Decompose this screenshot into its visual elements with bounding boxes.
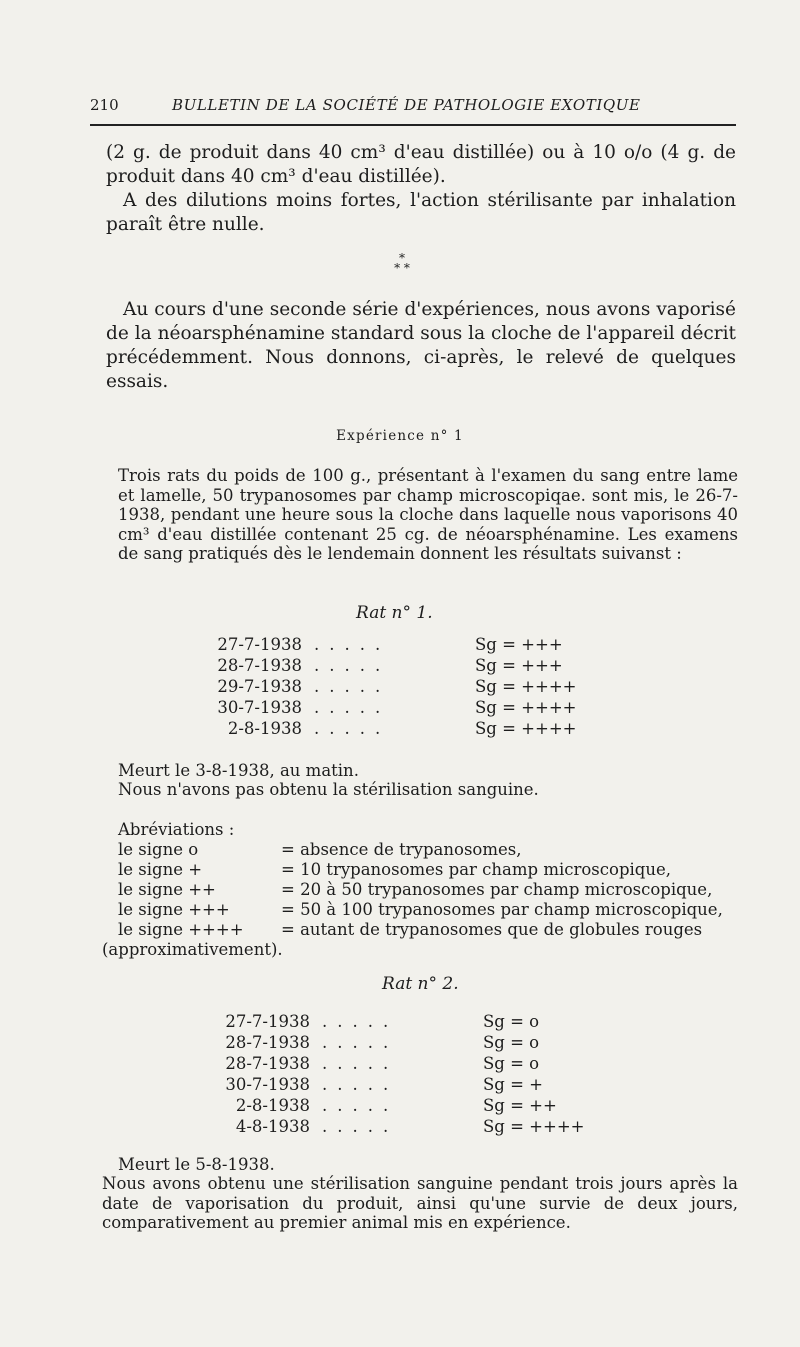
row-result: Sg = + [483, 1075, 544, 1094]
table-row [222, 1075, 642, 1095]
abbreviation-meaning: = absence de trypanosomes, [281, 840, 522, 859]
rat-2-conclusion: Nous avons obtenu une stérilisation sanguine pendant trois jours après la date de vaporisation du produit, ainsi qu'une survie de deux jours, comparativement au premier animal mis en expérience. [102, 1174, 738, 1232]
row-result: Sg = +++ [475, 635, 563, 654]
separator-star-bottom: * * [394, 261, 410, 275]
row-date: 28-7-1938 [225, 1033, 310, 1052]
paragraph-second-series: Au cours d'une seconde série d'expériences, nous avons vaporisé de la néoarsphénamine standard sous la cloche de l'appareil décrit précédemment. Nous donnons, ci-après, le relevé de quelques essais. [106, 299, 736, 392]
abbreviation-meaning: = autant de trypanosomes que de globules rouges [281, 920, 703, 939]
row-result: Sg = ++ [483, 1096, 557, 1115]
abbreviation-item [118, 860, 748, 880]
row-leader: ..... [314, 656, 391, 675]
paragraph-inhalation: A des dilutions moins fortes, l'action stérilisante par inhalation paraît être nulle. [106, 190, 736, 235]
row-date: 2-8-1938 [227, 719, 302, 738]
paragraph-dilution: (2 g. de produit dans 40 cm³ d'eau distillée) ou à 10 o/o (4 g. de produit dans 40 cm³ d'eau distillée). [106, 142, 736, 187]
abbreviations-continuation: (approximativement). [102, 940, 283, 959]
page-header [90, 96, 735, 118]
row-result: Sg = ++++ [475, 719, 577, 738]
abbreviation-sign: le signe + [118, 860, 203, 879]
abbreviation-meaning: = 20 à 50 trypanosomes par champ microscopique, [281, 880, 713, 899]
table-row [214, 635, 634, 655]
row-date: 28-7-1938 [225, 1054, 310, 1073]
row-result: Sg = o [483, 1054, 540, 1073]
row-date: 4-8-1938 [235, 1117, 310, 1136]
row-result: Sg = ++++ [483, 1117, 585, 1136]
table-row [214, 656, 634, 676]
abbreviation-item [118, 840, 748, 860]
row-leader: ..... [314, 635, 391, 654]
abbreviation-sign: le signe +++ [118, 900, 230, 919]
separator-star-top: * [399, 251, 405, 265]
rat-1-title: Rat n° 1. [356, 603, 433, 623]
row-leader: ..... [322, 1096, 399, 1115]
row-leader: ..... [322, 1012, 399, 1031]
row-date: 27-7-1938 [225, 1012, 310, 1031]
rat-1-conclusion: Nous n'avons pas obtenu la stérilisation sanguine. [118, 780, 539, 799]
abbreviation-item [118, 920, 748, 940]
abbreviation-sign: le signe ++ [118, 880, 216, 899]
row-result: Sg = o [483, 1033, 540, 1052]
rat-2-title: Rat n° 2. [382, 974, 459, 994]
header-rule [90, 124, 736, 126]
abbreviation-meaning: = 10 trypanosomes par champ microscopique, [281, 860, 671, 879]
row-leader: ..... [322, 1054, 399, 1073]
abbreviation-sign: le signe o [118, 840, 199, 859]
row-date: 29-7-1938 [217, 677, 302, 696]
running-title: BULLETIN DE LA SOCIÉTÉ DE PATHOLOGIE EXOTIQUE [172, 96, 641, 114]
table-row [222, 1033, 642, 1053]
row-result: Sg = o [483, 1012, 540, 1031]
rat-2-death: Meurt le 5-8-1938. [118, 1155, 275, 1174]
abbreviation-item [118, 900, 748, 920]
row-date: 30-7-1938 [217, 698, 302, 717]
table-row [214, 698, 634, 718]
experiment-intro: Trois rats du poids de 100 g., présentant à l'examen du sang entre lame et lamelle, 50 trypanosomes par champ microscopiqae. sont mis, le 26-7-1938, pendant une heure sous la cloche dans laquelle nous vaporisons 40 cm³ d'eau distillée contenant 25 cg. de néoarsphénamine. Les examens de sang pratiqués dès le lendemain donnent les résultats suivanst : [118, 466, 738, 563]
row-date: 27-7-1938 [217, 635, 302, 654]
experiment-title: Expérience n° 1 [336, 428, 464, 444]
row-leader: ..... [322, 1117, 399, 1136]
row-leader: ..... [314, 698, 391, 717]
abbreviation-sign: le signe ++++ [118, 920, 244, 939]
row-leader: ..... [322, 1075, 399, 1094]
row-result: Sg = ++++ [475, 677, 577, 696]
table-row [222, 1054, 642, 1074]
section-separator [382, 253, 422, 273]
table-row [222, 1012, 642, 1032]
row-leader: ..... [314, 719, 391, 738]
row-date: 28-7-1938 [217, 656, 302, 675]
abbreviation-item [118, 880, 748, 900]
row-result: Sg = ++++ [475, 698, 577, 717]
row-result: Sg = +++ [475, 656, 563, 675]
row-leader: ..... [322, 1033, 399, 1052]
row-leader: ..... [314, 677, 391, 696]
row-date: 30-7-1938 [225, 1075, 310, 1094]
table-row [214, 677, 634, 697]
abbreviations-title: Abréviations : [118, 820, 235, 839]
row-date: 2-8-1938 [235, 1096, 310, 1115]
table-row [222, 1096, 642, 1116]
rat-1-death: Meurt le 3-8-1938, au matin. [118, 761, 359, 780]
abbreviation-meaning: = 50 à 100 trypanosomes par champ microscopique, [281, 900, 723, 919]
table-row [214, 719, 634, 739]
table-row [222, 1117, 642, 1137]
page-number: 210 [90, 96, 119, 114]
